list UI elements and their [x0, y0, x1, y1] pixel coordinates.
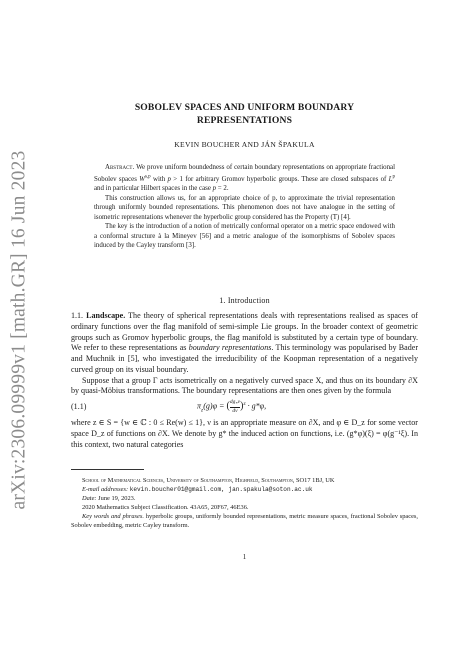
abstract-p1: We prove uniform boundedness of certain boundary representations on appropriate fractional Sobolev spaces W$^{s,p}$ with p > 1 for arbitrary Gromov hyperbolic groups. These are closed subspaces of $L^p$ and in particular Hilbert spaces in the case p = 2. — [94, 164, 395, 193]
arxiv-stamp: arXiv:2306.09999v1 [math.GR] 16 Jun 2023 — [8, 150, 30, 510]
equation-1-1 — [71, 399, 418, 416]
msc-codes: 43A65, 20F67, 46E36. — [190, 504, 249, 511]
abstract-label: Abstract. — [105, 164, 135, 171]
page-number: 1 — [242, 553, 247, 561]
abstract-p2: This construction allows us, for an appropriate choice of p, to approximate the trivial representation through uniformly bounded representations. This phenomenon does not have analogue in the setting of isometric representations whenever the hyperbolic group considered has the Property (T) [4]. — [94, 194, 395, 221]
abstract — [94, 163, 395, 251]
body-p2: Suppose that a group Γ acts isometrically on a negatively curved space X, and thus on its boundary ∂X by quasi-Möbius transformations. The boundary representations are then ones given by the formula — [71, 375, 418, 396]
term-boundary-representations: boundary representations — [188, 343, 272, 353]
date: June 19, 2023. — [98, 495, 136, 502]
keywords: hyperbolic groups, uniformly bounded representations, metric measure spaces, fractional Sobolev spaces, Sobolev embedding, metric Cayley transform. — [71, 513, 419, 529]
subsection-title: Landscape. — [86, 311, 126, 320]
affiliation: School of Mathematical Sciences, University of Southampton, Highfield, Southampton, SO17 1BJ, UK — [82, 477, 335, 484]
abstract-p3: The key is the introduction of a notion of metrically conformal operator on a metric space endowed with a conformal structure à la Mineyev [56] and a metric analogue of the isomorphisms of Sobolev spaces induced by the Cayley transform [3]. — [94, 223, 395, 250]
body-text: 1.1. Landscape. The theory of spherical representations deals with representations realised as spaces of ordinary functions over the flag manifold of semi-simple Lie groups. In the broader context of geometric groups such as Gromov hyperbolic groups, the flag manifold is substituted by a certain type of boundary. We refer to these representations as boundary representations. This terminology was popularised by Bader and Muchnik in [5], who investigated the irreducibility of the Koopman representation of a negatively curved group on its visual boundary. Suppose that a group Γ acts isometrically on a negatively curved space X, and thus on its boundary ∂X by quasi-Möbius transformations. The boundary representations are then ones given by the formula (1.1) $\pi_z(g)\varphi$ = ( $\frac{dg_*\nu}{d\nu}$ )$^z$ · g*φ, where z ∈ S = {w ∈ ℂ : 0 ≤ Re(w) ≤ 1}, ν is an appropriate measure on ∂X, and φ ∈ D_z for some vector space D_z of functions on ∂X. We denote by g* the induced action on functions, i.e. (g*φ)(ξ) = φ(g⁻¹ξ). In this context, two natural categories — [71, 311, 419, 449]
paper-authors: KEVIN BOUCHER AND JÁN ŠPAKULA — [174, 140, 315, 149]
section-heading: 1. Introduction — [219, 296, 270, 305]
equation-number: (1.1) — [71, 402, 87, 411]
footnote-rule — [71, 469, 144, 470]
paper-title: SOBOLEV SPACES AND UNIFORM BOUNDARY REPRESENTATIONS — [134, 102, 355, 126]
footnotes: School of Mathematical Sciences, University of Southampton, Highfield, Southampton, SO17 1BJ, UK E-mail addresses: kevin.boucher01@gmail.com, jan.spakula@soton.ac.uk Date: June 19, 2023. 2020 Mathematics Subject Classification. 43A65, 20F67, 46E36. Key words and phrases. hyperbolic groups, uniformly bounded representations, metric measure spaces, fractional Sobolev spaces, Sobolev embedding, metric Cayley transform. — [71, 477, 419, 529]
body-p3: where z ∈ S = {w ∈ ℂ : 0 ≤ Re(w) ≤ 1}, ν is an appropriate measure on ∂X, and φ ∈ D_z for some vector space D_z of functions on ∂X. We denote by g* the induced action on functions, i.e. (g*φ)(ξ) = φ(g⁻¹ξ). In this context, two natural categories — [71, 418, 418, 449]
equation-formula: $\pi_z(g)\varphi$ = ( $\frac{dg_*\nu}{d\nu}$ )$^z$ · g*φ, — [197, 399, 267, 415]
email-addresses[interactable]: kevin.boucher01@gmail.com, jan.spakula@soton.ac.uk — [129, 486, 313, 493]
